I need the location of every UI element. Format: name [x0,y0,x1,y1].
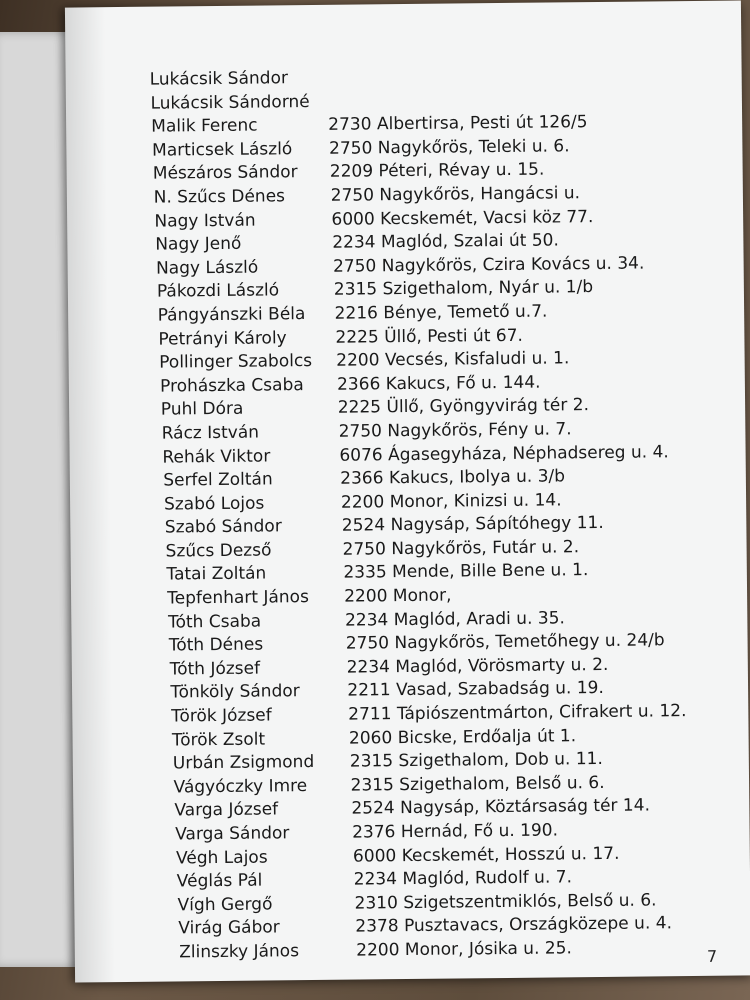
member-name: Tóth Dénes [168,634,264,656]
member-name: Tepfenhart János [167,587,309,609]
member-name: Török József [171,705,272,727]
member-address: 2750 Nagykőrös, Fény u. 7. [338,419,572,442]
member-address: 2209 Péteri, Révay u. 15. [329,159,545,183]
member-name: Nagy Jenő [155,233,242,255]
member-name: Szabó Lojos [163,493,265,515]
member-name: Tatai Zoltán [166,563,267,586]
member-name: Szűcs Dezső [165,540,272,562]
member-address: 2315 Szigethalom, Dob u. 11. [349,749,603,772]
member-name: Tóth Csaba [167,611,262,633]
member-address: 2200 Monor, Jósika u. 25. [356,938,572,961]
member-name: Rácz István [161,422,260,444]
member-name: Pollinger Szabolcs [159,351,313,373]
member-name: Nagy István [154,210,256,232]
member-address: 2376 Hernád, Fő u. 190. [352,820,559,843]
member-name: Tönköly Sándor [170,681,300,703]
member-address: 6000 Kecskemét, Hosszú u. 17. [352,843,620,867]
member-address: 2750 Nagykőrös, Czira Kovács u. 34. [332,253,645,277]
page-number: 7 [706,946,718,966]
member-name: Szabó Sándor [164,516,282,538]
member-address: 6076 Ágasegyháza, Néphadsereg u. 4. [339,441,669,466]
member-address: 2750 Nagykőrös, Futár u. 2. [342,537,580,560]
member-address: 2378 Pusztavacs, Országközepe u. 4. [355,913,673,937]
member-name: Rehák Viktor [162,445,271,468]
member-address: 2234 Maglód, Vörösmarty u. 2. [346,654,609,678]
member-name: Mészáros Sándor [152,162,298,185]
member-address: 2200 Monor, Kinizsi u. 14. [340,490,562,513]
member-address: 2234 Maglód, Szalai út 50. [332,230,559,253]
member-address: 2750 Nagykőrös, Temetőhegy u. 24/b [345,630,665,654]
list-item [179,936,739,965]
member-address: 2335 Mende, Bille Bene u. 1. [343,560,589,584]
member-name: Lukácsik Sándor [149,68,289,90]
member-address: 2211 Vasad, Szabadság u. 19. [347,678,604,702]
member-address: 2060 Bicske, Erdőalja út 1. [348,725,577,749]
member-name: Varga Sándor [175,823,290,845]
member-address: 2225 Üllő, Pesti út 67. [335,325,523,348]
member-address: 2750 Nagykőrös, Teleki u. 6. [328,136,570,159]
member-name: Véglás Pál [176,870,263,892]
member-address: 2225 Üllő, Gyöngyvirág tér 2. [337,395,590,419]
member-address: 2315 Szigethalom, Belső u. 6. [350,772,605,796]
member-name: Puhl Dóra [160,399,244,420]
member-name: Prohászka Csaba [159,374,304,397]
member-address: 2730 Albertirsa, Pesti út 126/5 [328,112,588,136]
member-name: Virág Gábor [178,917,280,939]
member-name: Végh Lajos [175,847,268,869]
member-name: N. Szűcs Dénes [153,186,286,208]
member-name: Malik Ferenc [151,115,258,137]
member-address: 2234 Maglód, Aradi u. 35. [344,608,565,631]
member-name: Varga József [174,799,279,821]
member-address: 2310 Szigetszentmiklós, Belső u. 6. [354,890,657,914]
member-address: 2200 Monor, [344,585,452,607]
member-name: Petrányi Károly [158,327,287,350]
booklet-page [65,0,750,982]
member-name: Serfel Zoltán [163,469,273,491]
member-address-list [150,63,719,965]
member-address: 2524 Nagysáp, Sápítóhegy 11. [341,513,604,536]
member-name: Pákozdi László [156,280,280,302]
member-name: Tóth József [169,658,261,680]
member-address: 2711 Tápiószentmárton, Cifrakert u. 12. [348,701,687,725]
member-name: Nagy László [155,257,259,279]
member-name: Urbán Zsigmond [172,752,315,774]
member-name: Marticsek László [151,138,293,161]
member-address: 2524 Nagysáp, Köztársaság tér 14. [351,795,651,820]
member-address: 2750 Nagykőrös, Hangácsi u. [330,183,581,206]
member-address: 2366 Kakucs, Ibolya u. 3/b [340,466,566,489]
member-name: Vágyóczky Imre [173,775,308,798]
member-name: Zlinszky János [179,941,300,963]
member-address: 2366 Kakucs, Fő u. 144. [336,372,541,395]
member-address: 2200 Vecsés, Kisfaludi u. 1. [336,348,570,371]
member-address: 2315 Szigethalom, Nyár u. 1/b [333,277,594,301]
member-name: Lukácsik Sándorné [150,91,310,114]
member-address: 2216 Bénye, Temető u.7. [334,301,548,324]
member-address: 6000 Kecskemét, Vacsi köz 77. [331,206,594,230]
member-address: 2234 Maglód, Rudolf u. 7. [353,867,573,890]
member-name: Vígh Gergő [177,894,273,916]
member-name: Pángyánszki Béla [157,304,306,326]
member-name: Török Zsolt [171,729,266,751]
